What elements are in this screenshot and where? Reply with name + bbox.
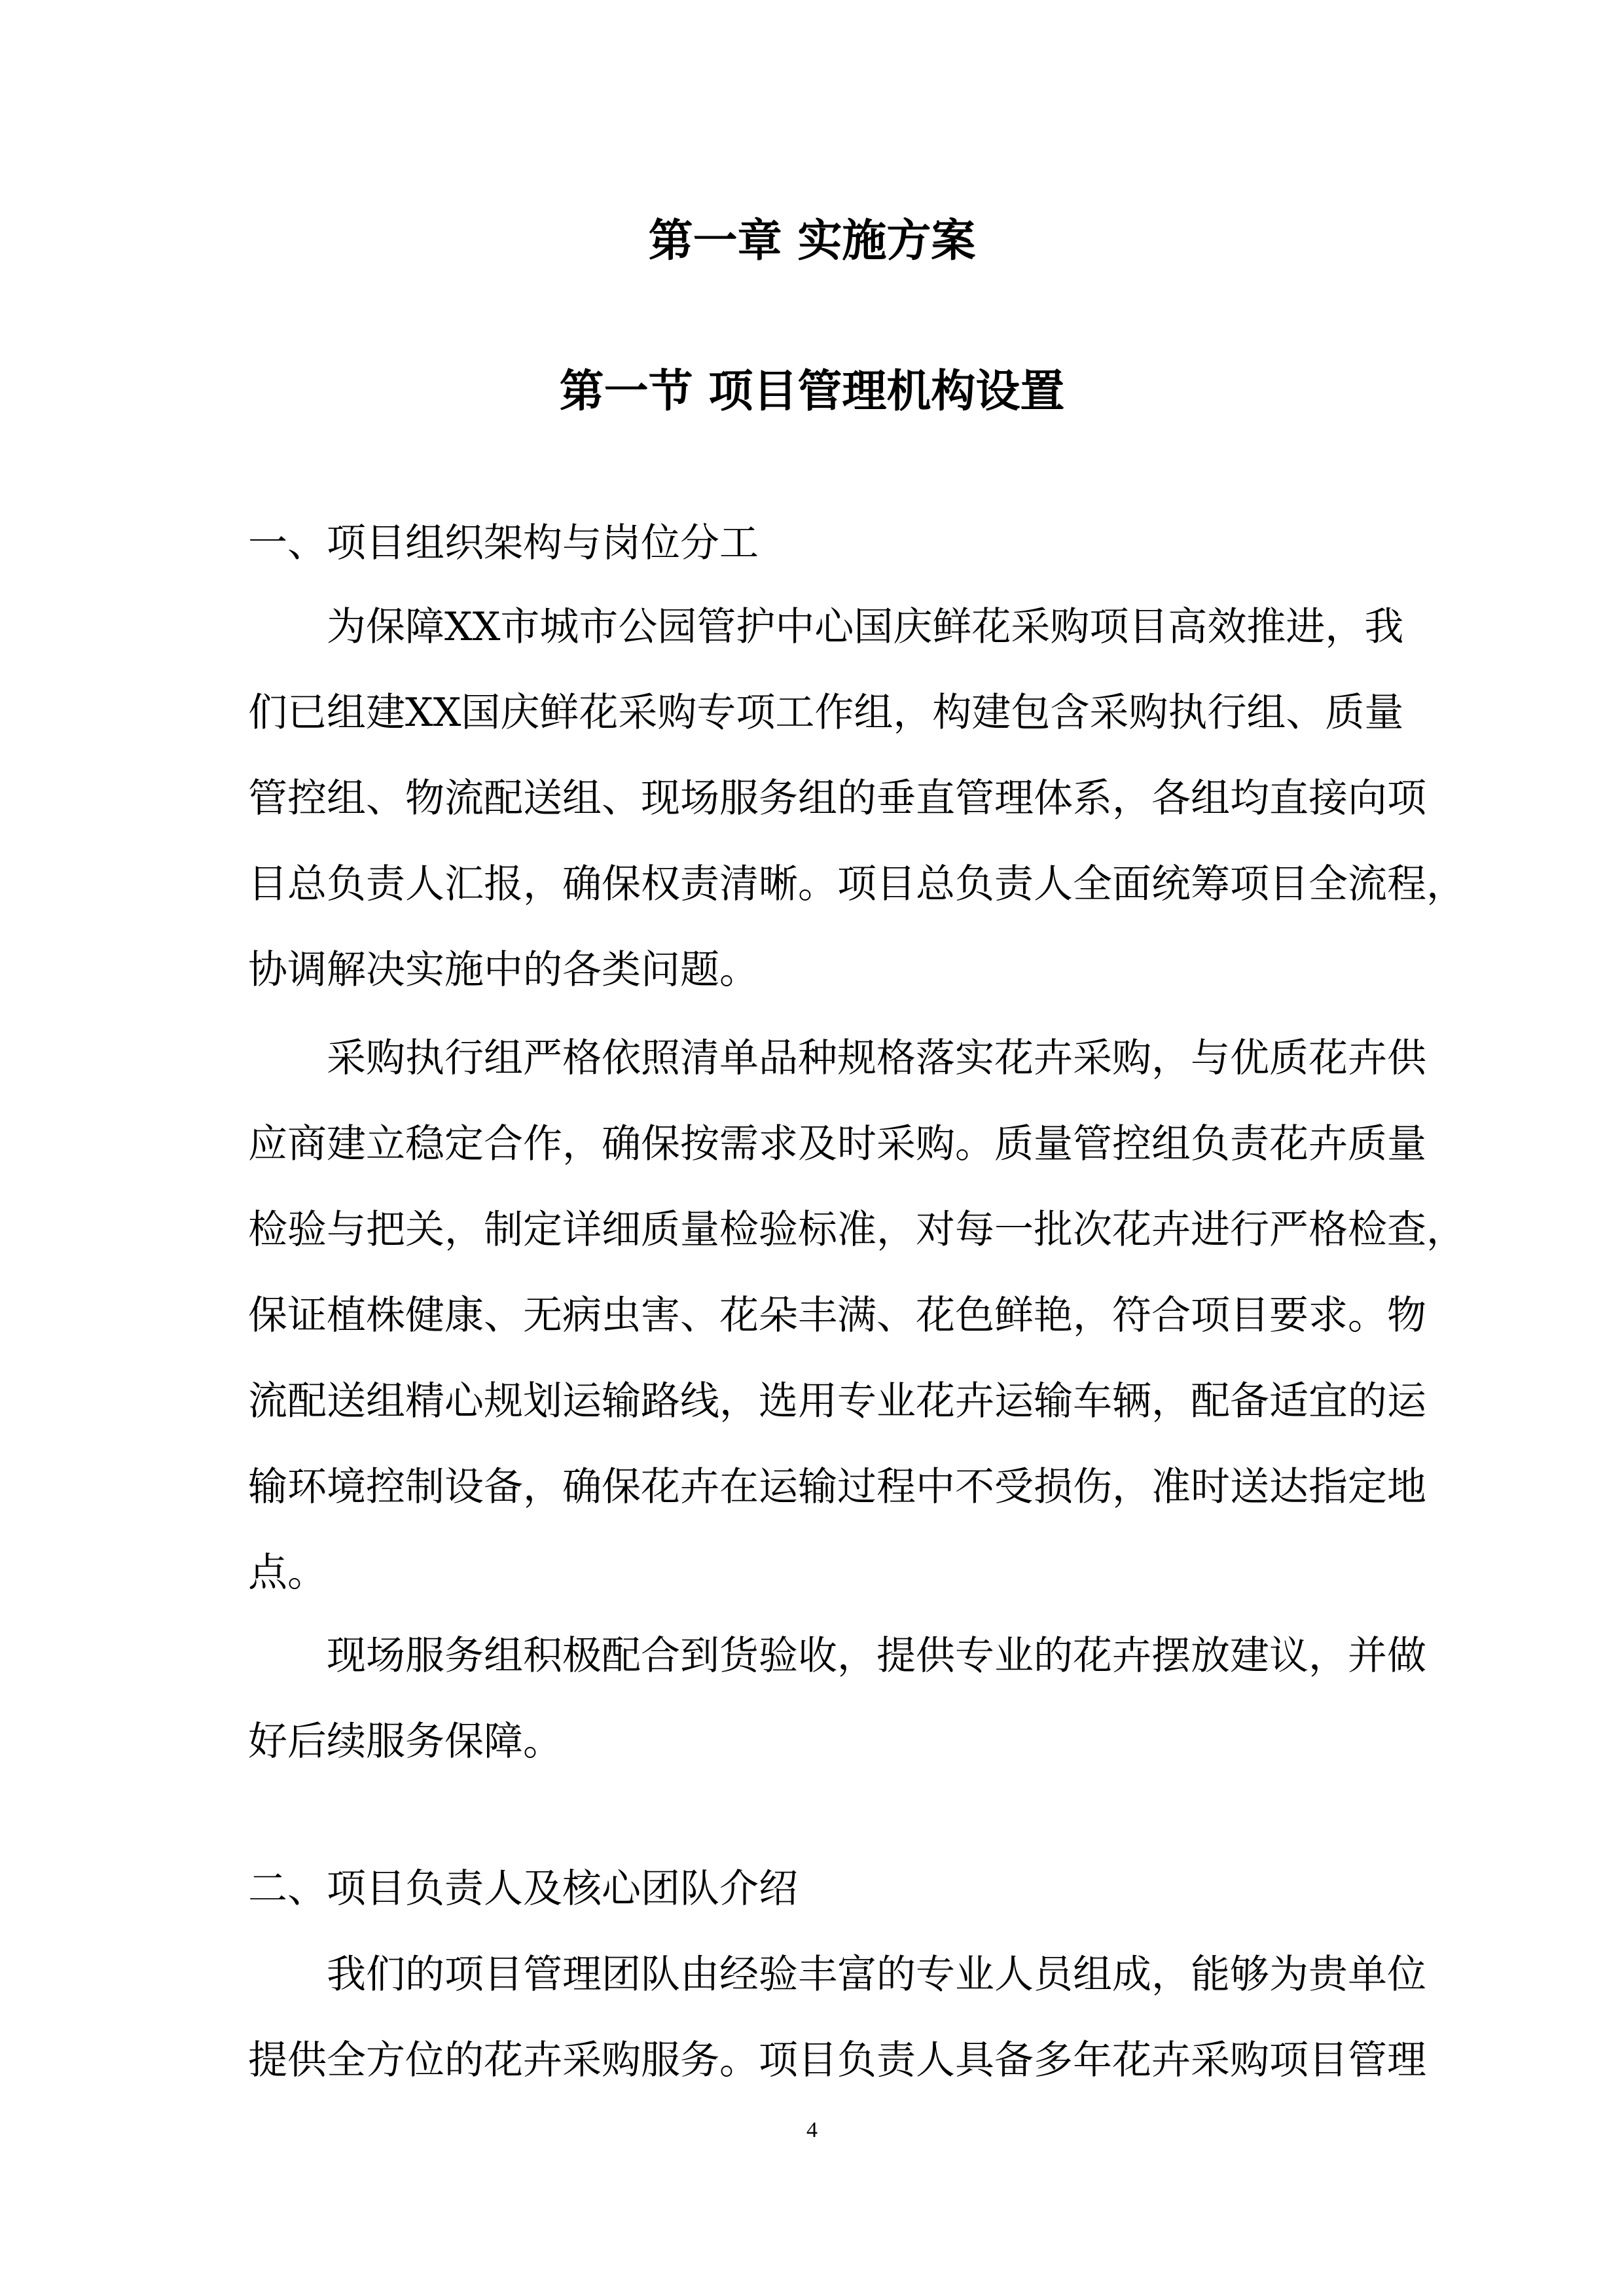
paragraph-group-duties [248,1016,1466,1616]
text-line: 输环境控制设备，确保花卉在运输过程中不受损伤，准时送达指定地 [248,1464,1426,1510]
text-line: 应商建立稳定合作，确保按需求及时采购。质量管控组负责花卉质量 [248,1121,1426,1167]
paragraph-team-intro [248,1932,1426,2104]
text-line: 点。 [248,1550,327,1596]
text-line: 我们的项目管理团队由经验丰富的专业人员组成，能够为贵单位 [327,1952,1426,1998]
text-line: 管控组、物流配送组、现场服务组的垂直管理体系，各组均直接向项 [248,776,1426,821]
text-line: 流配送组精心规划运输路线，选用专业花卉运输车辆，配备适宜的运 [248,1378,1426,1424]
text-line: 协调解决实施中的各类问题。 [248,947,759,993]
text-line: 为保障XX市城市公园管护中心国庆鲜花采购项目高效推进，我 [327,604,1404,650]
heading-core-team: 二、项目负责人及核心团队介绍 [248,1866,798,1912]
text-line: 目总负责人汇报，确保权责清晰。项目总负责人全面统筹项目全流程， [248,861,1466,907]
text-line: 提供全方位的花卉采购服务。项目负责人具备多年花卉采购项目管理 [248,2037,1426,2083]
text-line: 检验与把关，制定详细质量检验标准，对每一批次花卉进行严格检查， [248,1207,1466,1253]
paragraph-onsite-service [248,1613,1426,1785]
section-title: 第一节 项目管理机构设置 [559,365,1065,418]
paragraph-org-overview [248,584,1466,1013]
text-line: 保证植株健康、无病虫害、花朵丰满、花色鲜艳，符合项目要求。物 [248,1293,1426,1338]
text-line: 现场服务组积极配合到货验收，提供专业的花卉摆放建议，并做 [327,1633,1426,1679]
chapter-title: 第一章 实施方案 [648,215,976,267]
heading-org-structure: 一、项目组织架构与岗位分工 [248,520,759,566]
text-line: 们已组建XX国庆鲜花采购专项工作组，构建包含采购执行组、质量 [248,690,1404,736]
text-line: 好后续服务保障。 [248,1719,562,1765]
page-number: 4 [806,2118,818,2142]
text-line: 采购执行组严格依照清单品种规格落实花卉采购，与优质花卉供 [327,1035,1426,1081]
